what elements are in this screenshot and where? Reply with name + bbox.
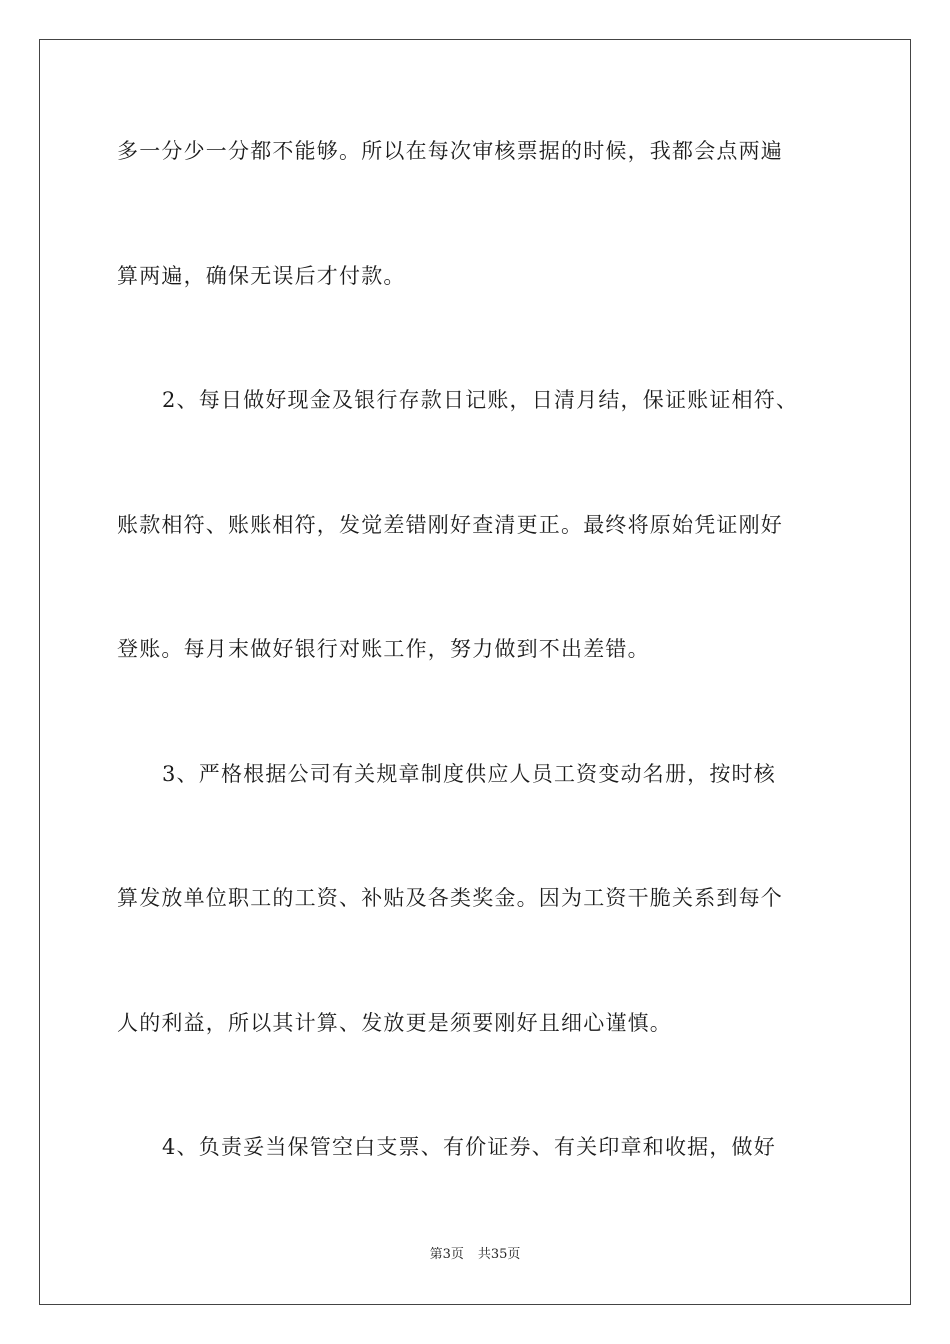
body-text-line: 登账。每月末做好银行对账工作，努力做到不出差错。 [117,637,650,661]
body-text-line: 算两遍，确保无误后才付款。 [117,264,406,288]
page-total: 共35页 [477,1247,521,1262]
body-text-line: 2、每日做好现金及银行存款日记账，日清月结，保证账证相符、 [162,388,799,412]
page-border [39,39,911,1305]
body-text-line: 3、严格根据公司有关规章制度供应人员工资变动名册，按时核 [162,762,776,786]
body-text-line: 4、负责妥当保管空白支票、有价证券、有关印章和收据，做好 [162,1135,776,1159]
body-text-line: 算发放单位职工的工资、补贴及各类奖金。因为工资干脆关系到每个 [117,886,783,910]
body-text-line: 多一分少一分都不能够。所以在每次审核票据的时候，我都会点两遍 [117,139,783,163]
body-text-line: 人的利益，所以其计算、发放更是须要刚好且细心谨慎。 [117,1011,672,1035]
page-footer [0,1246,950,1264]
page-number: 第3页 [429,1247,464,1262]
body-text-line: 账款相符、账账相符，发觉差错刚好查清更正。最终将原始凭证刚好 [117,513,783,537]
